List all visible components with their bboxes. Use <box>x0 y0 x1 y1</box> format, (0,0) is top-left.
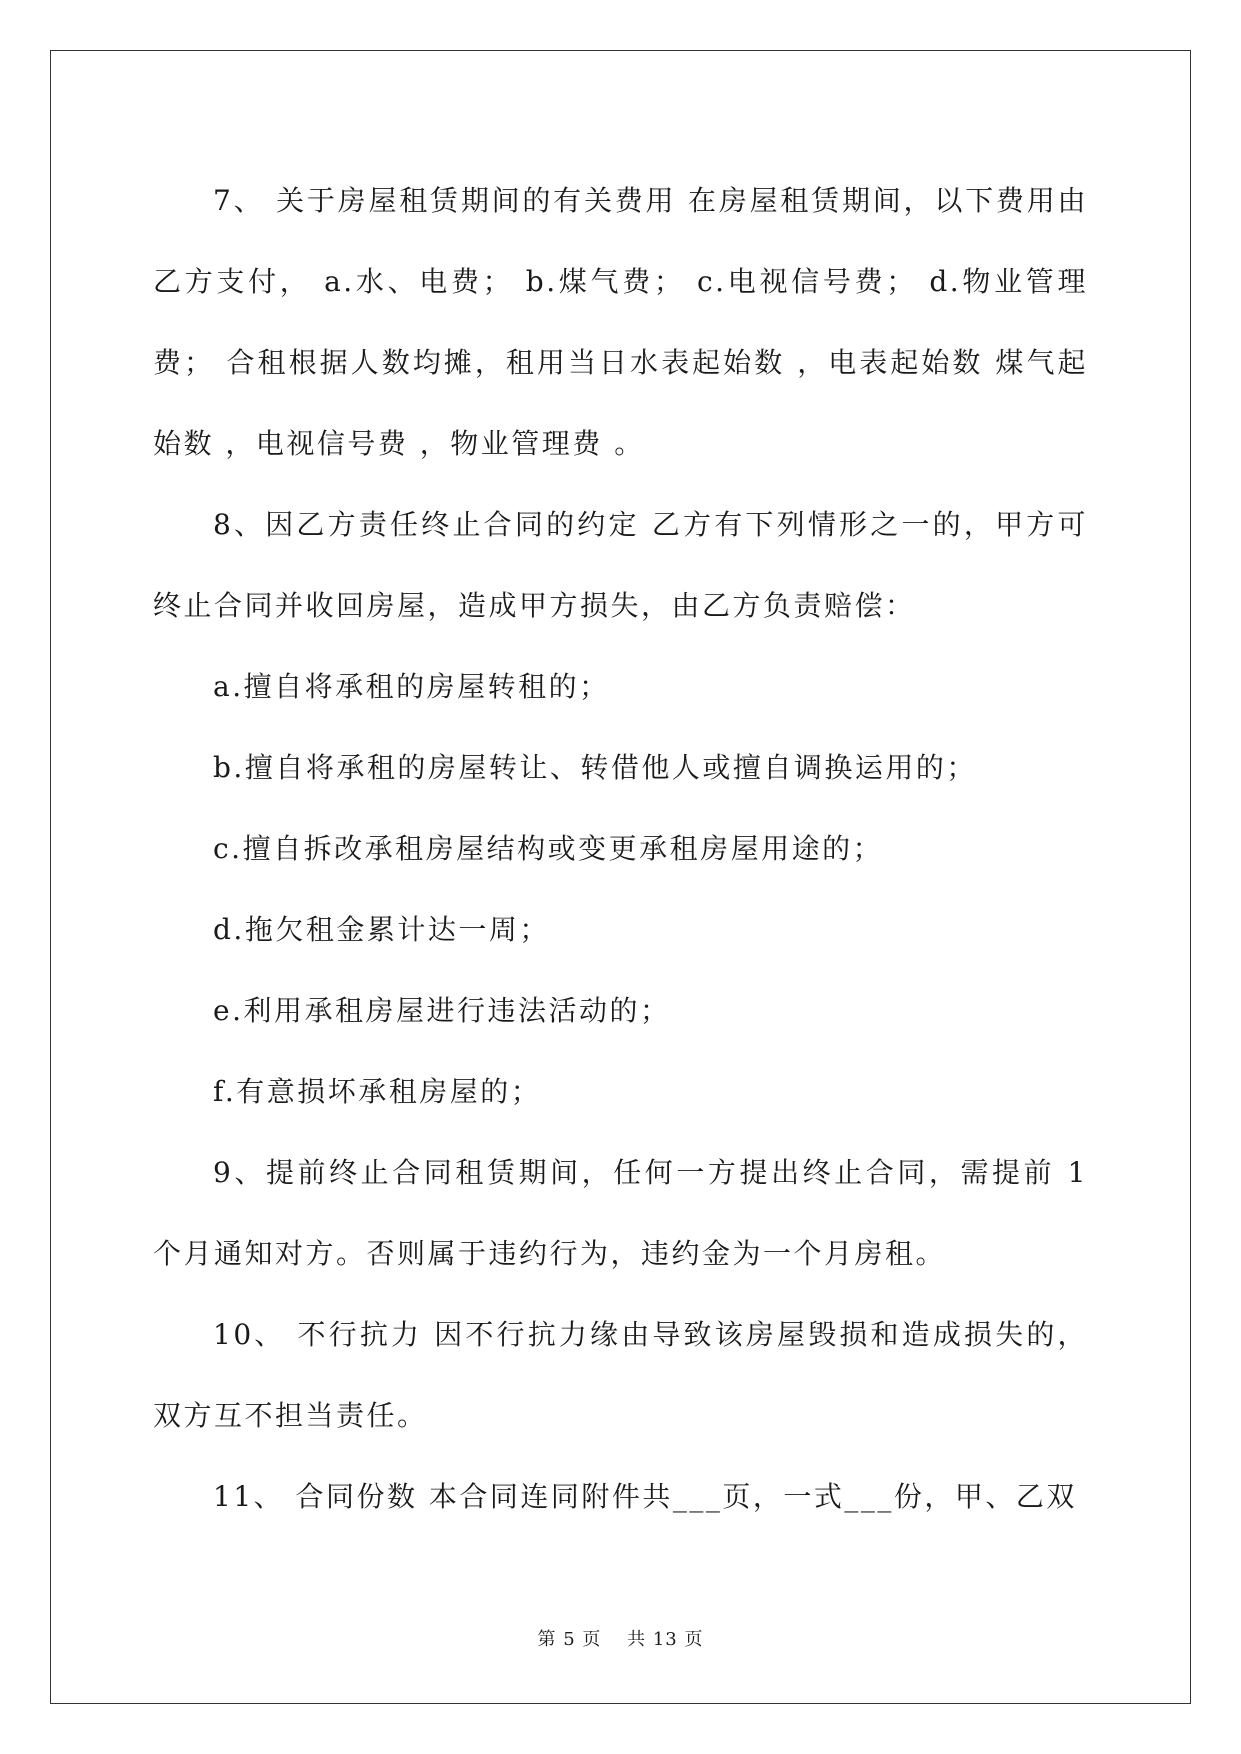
clause-8-item-b: b.擅自将承租的房屋转让、转借他人或擅自调换运用的； <box>213 751 977 784</box>
clause-8-item-d: d.拖欠租金累计达一周； <box>213 913 550 946</box>
clause-8: 8、因乙方责任终止合同的约定 乙方有下列情形之一的，甲方可终止合同并收回房屋，造成甲方损失，由乙方负责赔偿： <box>153 508 1088 622</box>
clause-8-item-f: f.有意损坏承租房屋的； <box>213 1075 542 1108</box>
clause-8-item-c: c.擅自拆改承租房屋结构或变更承租房屋用途的； <box>213 832 884 865</box>
document-body <box>153 160 1088 1537</box>
page-number: 第 5 页 共 13 页 <box>537 1629 704 1650</box>
clause-8-item-e: e.利用承租房屋进行违法活动的； <box>213 994 671 1027</box>
clause-9: 9、提前终止合同租赁期间，任何一方提出终止合同，需提前 1 个月通知对方。否则属于违约行为，违约金为一个月房租。 <box>153 1156 1088 1270</box>
clause-11: 11、 合同份数 本合同连同附件共___页，一式___份，甲、乙双 <box>213 1480 1077 1513</box>
clause-8-item-a: a.擅自将承租的房屋转租的； <box>213 670 610 703</box>
clause-7: 7、 关于房屋租赁期间的有关费用 在房屋租赁期间，以下费用由乙方支付， a.水、电费； b.煤气费； c.电视信号费； d.物业管理费； 合租根据人数均摊，租用当日水表起始数 ，电表起始数 煤气起始数 ，电视信号费 ，物业管理费 。 <box>153 184 1088 460</box>
clause-10: 10、 不行抗力 因不行抗力缘由导致该房屋毁损和造成损失的，双方互不担当责任。 <box>153 1318 1088 1432</box>
